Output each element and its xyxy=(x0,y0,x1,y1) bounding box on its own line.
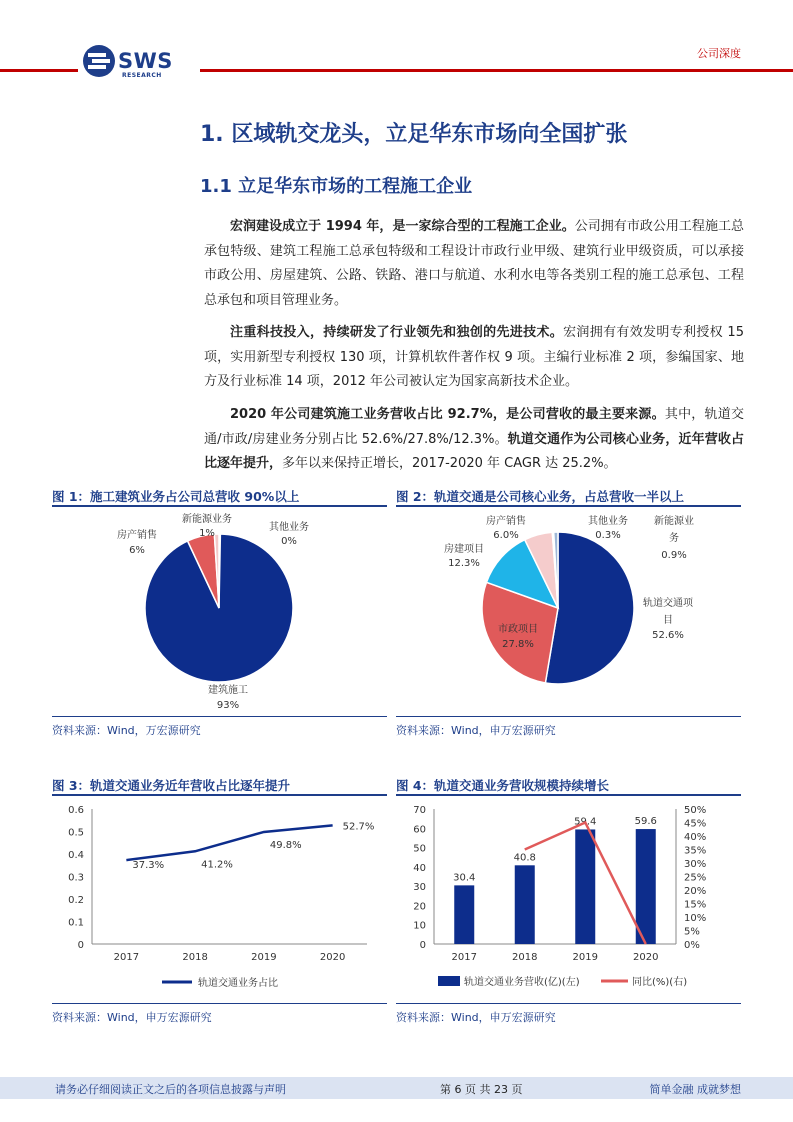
figure-4-source-rule xyxy=(396,1003,741,1004)
y-tick-label-left: 20 xyxy=(413,901,426,913)
figure-2-pie xyxy=(396,508,741,713)
paragraph-1-lead: 宏润建设成立于 1994 年，是一家综合型的工程施工企业。 xyxy=(230,219,575,234)
label-shizheng-value: 27.8% xyxy=(502,639,534,650)
y-tick-label-right: 45% xyxy=(684,818,707,830)
x-tick-label: 2020 xyxy=(319,952,346,963)
x-tick-label: 2019 xyxy=(251,952,277,963)
figure-1-pie xyxy=(52,508,387,713)
legend-swatch-bars xyxy=(438,976,460,986)
label-xinneng: 新能源业 xyxy=(654,516,694,527)
footer-disclaimer: 请务必仔细阅读正文之后的各项信息披露与声明 xyxy=(55,1083,286,1096)
legend-label-bars: 轨道交通业务营收(亿)(左) xyxy=(464,977,580,988)
bar xyxy=(636,829,656,944)
header-rule-left xyxy=(0,69,78,72)
paragraph-2-lead: 注重科技投入，持续研发了行业领先和独创的先进技术。 xyxy=(230,325,564,340)
figure-3-source-rule xyxy=(52,1003,387,1004)
paragraph-3 xyxy=(204,403,744,477)
page-number: 第 6 页 共 23 页 xyxy=(440,1083,523,1096)
label-qita-value: 0% xyxy=(281,536,297,547)
paragraph-3-lead: 2020 年公司建筑施工业务营收占比 92.7%，是公司营收的最主要来源。 xyxy=(230,407,665,422)
x-tick-label: 2018 xyxy=(512,952,538,963)
y-tick-label: 0 xyxy=(77,940,84,951)
figure-3-source: 资料来源：Wind，申万宏源研究 xyxy=(52,1011,212,1024)
y-tick-label: 0.2 xyxy=(68,895,84,906)
data-label: 37.3% xyxy=(132,860,165,872)
figure-2-title: 图 2：轨道交通是公司核心业务，占总营收一半以上 xyxy=(396,489,685,504)
y-tick-label: 0.3 xyxy=(68,872,84,884)
label-fangchan: 房产销售 xyxy=(486,516,526,527)
label-guidao-value: 52.6% xyxy=(652,630,684,641)
x-tick-label: 2019 xyxy=(572,952,598,963)
x-tick-label: 2017 xyxy=(113,952,140,963)
label-xinneng: 新能源业务 xyxy=(182,514,232,525)
y-tick-label-right: 35% xyxy=(684,845,707,857)
paragraph-3-body: 其中，轨道交通/市政/房建业务分别占比 52.6%/27.8%/12.3%。 xyxy=(204,407,744,447)
figure-4-rule xyxy=(396,794,741,796)
figure-1-rule xyxy=(52,505,387,507)
figure-4-title: 图 4：轨道交通业务营收规模持续增长 xyxy=(396,778,610,793)
logo-text: SWS xyxy=(118,49,173,73)
label-xinneng-value: 1% xyxy=(199,528,215,539)
footer-slogan: 简单金融 成就梦想 xyxy=(649,1083,741,1096)
label-qita-value: 0.3% xyxy=(595,530,621,541)
y-tick-label-right: 30% xyxy=(684,859,707,870)
legend-label: 轨道交通业务占比 xyxy=(198,978,278,989)
section-heading: 1. 区域轨交龙头，立足华东市场向全国扩张 xyxy=(200,122,628,147)
y-tick-label-right: 20% xyxy=(684,886,707,897)
figure-4-source: 资料来源：Wind，申万宏源研究 xyxy=(396,1011,556,1024)
y-tick-label: 0.4 xyxy=(68,850,84,861)
label-xinneng-2: 务 xyxy=(669,533,679,544)
paragraph-1 xyxy=(204,215,744,313)
label-shizheng: 市政项目 xyxy=(498,624,538,635)
logo-subtext: RESEARCH xyxy=(122,72,162,79)
y-tick-label-right: 10% xyxy=(684,913,707,924)
legend-label-line: 同比(%)(右) xyxy=(632,977,688,988)
label-fangchan: 房产销售 xyxy=(117,530,157,541)
x-tick-label: 2020 xyxy=(633,952,659,963)
paragraph-3-body2: 多年以来保持正增长，2017-2020 年 CAGR 达 25.2%。 xyxy=(282,456,617,471)
paragraph-3-lead2: 轨道交通作为公司核心业务，近年营收占比逐年提升， xyxy=(204,431,744,471)
subsection-heading: 1.1 立足华东市场的工程施工企业 xyxy=(200,176,473,197)
y-tick-label-right: 15% xyxy=(684,899,707,911)
bar-label: 30.4 xyxy=(453,872,476,884)
label-jianzhu-value: 93% xyxy=(216,700,240,711)
figure-1-source: 资料来源：Wind，万宏源研究 xyxy=(52,724,201,737)
paragraph-1-body: 公司拥有市政公用工程施工总承包特级、建筑工程施工总承包特级和工程设计市政行业甲级、建筑行业甲级资质，可以承接市政公用、房屋建筑、公路、铁路、港口与航道、水利水电等各类别工程的施工总承包、工程总承包和项目管理业务。 xyxy=(204,219,744,308)
sws-logo-icon xyxy=(82,44,116,78)
label-xinneng-value: 0.9% xyxy=(661,550,687,561)
series-line xyxy=(126,825,332,860)
document-type: 公司深度 xyxy=(697,47,741,60)
x-tick-label: 2017 xyxy=(451,952,477,963)
y-tick-label-left: 10 xyxy=(413,920,426,932)
figure-1-source-rule xyxy=(52,716,387,717)
data-label: 52.7% xyxy=(342,821,375,833)
y-tick-label-left: 40 xyxy=(413,862,426,874)
figure-3-title: 图 3：轨道交通业务近年营收占比逐年提升 xyxy=(52,778,291,793)
label-guidao-2: 目 xyxy=(663,615,673,626)
bar xyxy=(454,885,474,944)
label-fangchan-value: 6.0% xyxy=(493,530,519,541)
figure-3-rule xyxy=(52,794,387,796)
bar xyxy=(515,865,535,944)
figure-1-title: 图 1：施工建筑业务占公司总营收 90%以上 xyxy=(52,489,300,504)
label-qita: 其他业务 xyxy=(588,516,628,527)
y-tick-label: 0.1 xyxy=(68,917,84,929)
y-tick-label-left: 50 xyxy=(413,843,426,855)
x-tick-label: 2018 xyxy=(182,952,208,963)
figure-3-line-chart xyxy=(52,797,387,1002)
figure-2-source-rule xyxy=(396,716,741,717)
bar xyxy=(575,829,595,944)
bar-label: 40.8 xyxy=(513,852,536,864)
y-tick-label-right: 0% xyxy=(684,940,700,951)
label-fangjian-value: 12.3% xyxy=(448,558,480,569)
label-guidao: 轨道交通项 xyxy=(643,598,693,609)
y-tick-label: 0.6 xyxy=(68,805,84,816)
label-fangchan-value: 6% xyxy=(129,545,145,556)
data-label: 41.2% xyxy=(201,859,233,871)
figure-2-rule xyxy=(396,505,741,507)
label-fangjian: 房建项目 xyxy=(444,544,484,555)
y-tick-label-right: 50% xyxy=(684,805,707,816)
figure-4-combo-chart xyxy=(396,797,741,1002)
y-tick-label-left: 60 xyxy=(413,824,426,836)
label-qita: 其他业务 xyxy=(269,522,309,533)
bar-label: 59.6 xyxy=(634,816,657,828)
y-tick-label-right: 5% xyxy=(684,926,700,938)
y-tick-label-left: 70 xyxy=(413,805,426,816)
paragraph-2-body: 宏润拥有有效发明专利授权 15 项，实用新型专利授权 130 项，计算机软件著作权 9 项。主编行业标准 2 项，参编国家、地方及行业标准 14 项，2012 年公司被认定为国家高新技术企业。 xyxy=(204,325,744,389)
bar-label: 59.4 xyxy=(574,816,597,828)
y-tick-label-left: 0 xyxy=(419,940,426,951)
y-tick-label-right: 40% xyxy=(684,832,707,843)
y-tick-label-right: 25% xyxy=(684,872,707,884)
data-label: 49.8% xyxy=(269,839,302,851)
header-rule xyxy=(200,69,793,72)
y-tick-label: 0.5 xyxy=(68,827,84,839)
label-jianzhu: 建筑施工 xyxy=(208,685,248,696)
paragraph-2 xyxy=(204,321,744,395)
figure-2-source: 资料来源：Wind，申万宏源研究 xyxy=(396,724,556,737)
y-tick-label-left: 30 xyxy=(413,882,426,894)
